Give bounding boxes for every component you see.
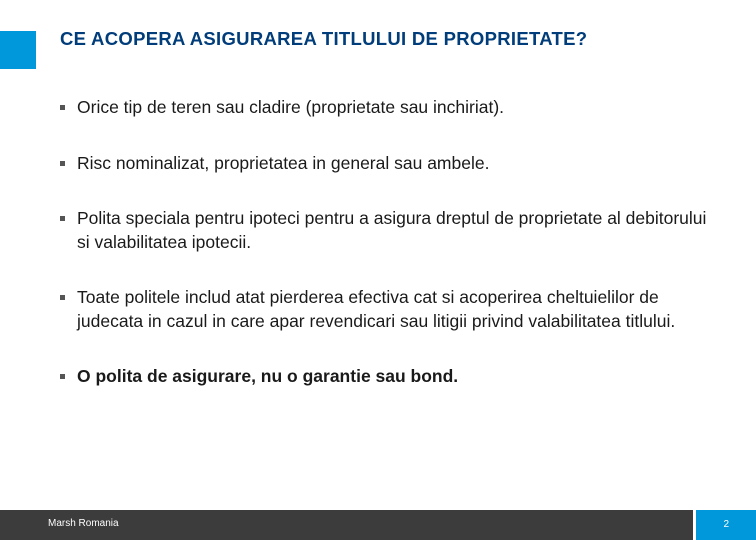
footer-bar	[0, 510, 756, 540]
bullet-item	[58, 286, 718, 333]
square-bullet-icon	[60, 216, 65, 221]
bullet-text: Polita speciala pentru ipoteci pentru a asigura dreptul de proprietate al debitorului si valabilitatea ipotecii.	[77, 208, 707, 252]
bullet-item-emphasis	[58, 365, 718, 389]
bullet-item	[58, 96, 718, 120]
page-number: 2	[723, 519, 729, 530]
bullet-text: Risc nominalizat, proprietatea in general sau ambele.	[77, 152, 490, 173]
bullet-text: O polita de asigurare, nu o garantie sau bond.	[77, 366, 459, 386]
bullet-item	[58, 152, 718, 176]
square-bullet-icon	[60, 161, 65, 166]
title-accent-block	[0, 31, 36, 69]
bullet-item	[58, 207, 718, 254]
page-number-box	[696, 510, 756, 540]
square-bullet-icon	[60, 374, 65, 379]
bullet-list	[58, 96, 718, 389]
bullet-text: Toate politele includ atat pierderea efectiva cat si acoperirea cheltuielilor de judecata in cazul in care apar revendicari sau litigii privind valabilitatea titlului.	[77, 287, 676, 331]
square-bullet-icon	[60, 105, 65, 110]
footer-company-name: Marsh Romania	[48, 518, 119, 529]
slide-title: CE ACOPERA ASIGURAREA TITLULUI DE PROPRIETATE?	[60, 28, 588, 49]
bullet-text: Orice tip de teren sau cladire (proprietate sau inchiriat).	[77, 97, 505, 117]
square-bullet-icon	[60, 295, 65, 300]
